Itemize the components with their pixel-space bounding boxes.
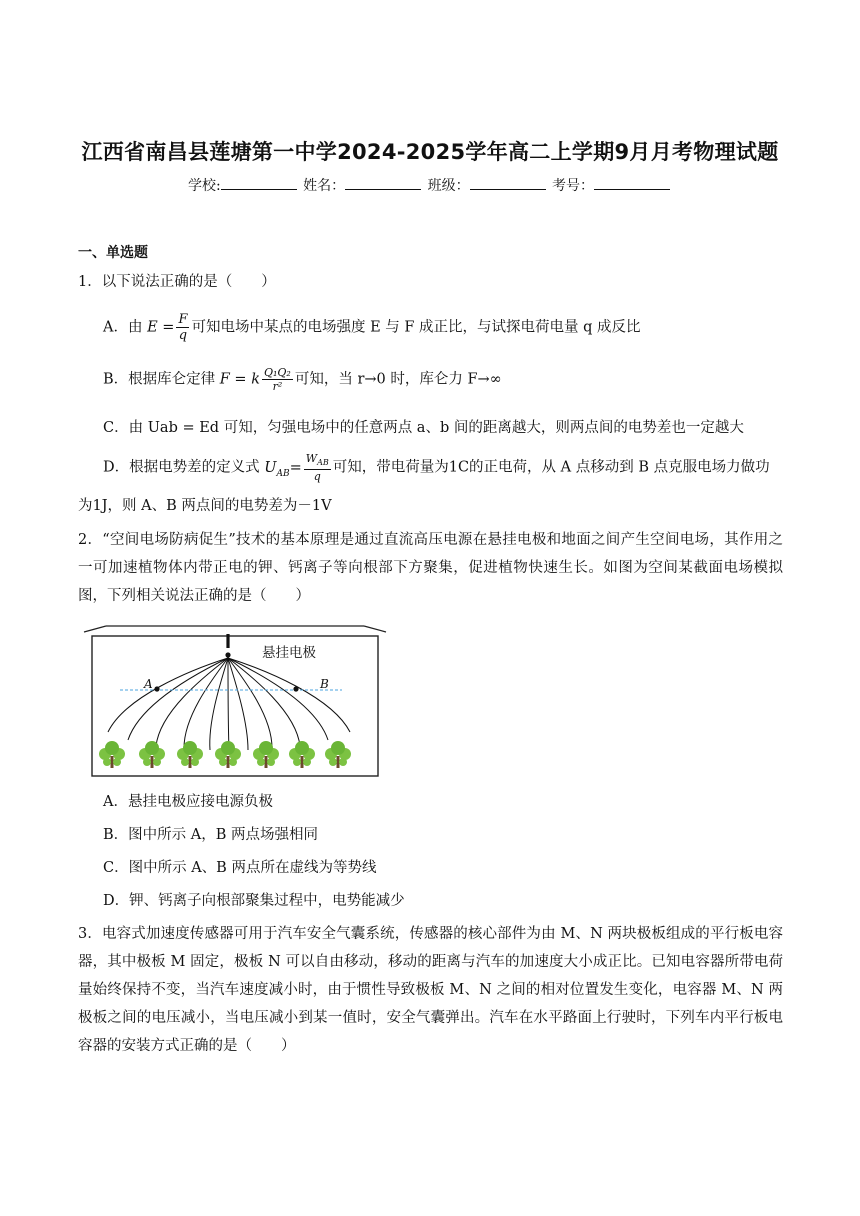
student-info-line	[0, 175, 860, 195]
q1-d-equation: $U_{AB}=$	[264, 459, 302, 479]
q1-b-equation: F = k	[219, 371, 260, 388]
q1-option-d: D．根据电势差的定义式 $U_{AB}=$ $\frac{W_{AB}}{q}$ 可知，带电荷量为1C的正电荷，从 A 点移动到 B 点克服电场力做功	[103, 452, 770, 484]
q2-stem: 2．“空间电场防病促生”技术的基本原理是通过直流高压电源在悬挂电极和地面之间产生空间电场，其作用之一可加速植物体内带正电的钾、钙离子等向根部下方聚集，促进植物快速生长。如图为空间某截面电场模拟图，下列相关说法正确的是（ ）	[78, 532, 783, 604]
section-heading: 一、单选题	[78, 245, 148, 261]
q2-option-a: A．悬挂电极应接电源负极	[103, 794, 273, 810]
tree-icons	[99, 741, 351, 768]
class-label: 班级：	[427, 178, 470, 194]
school-blank[interactable]	[221, 177, 297, 190]
point-a-label: A	[144, 677, 153, 691]
q1-option-b: B．根据库仑定律 F = k $\frac{\text{Q₁Q₂}}{\text{r²}}$ 可知，当 r→0 时，库仑力 F→∞	[103, 366, 502, 393]
school-label: 学校:	[187, 178, 221, 194]
exam-no-blank[interactable]	[594, 177, 670, 190]
q1-a-fraction: $\frac{F}{q}$	[178, 312, 188, 343]
q1-a-equation: E =	[147, 319, 175, 336]
point-b-label: B	[320, 677, 329, 691]
q3-stem: 3．电容式加速度传感器可用于汽车安全气囊系统，传感器的核心部件为由 M、N 两块极板组成的平行板电容器，其中极板 M 固定，极板 N 可以自由移动，移动的距离与汽车的加速度大小成正比。已知电容器所带电荷量始终保持不变，当汽车速度减小时，由于惯性导致极板 M、N 之间的相对位置发生变化，电容器 M、N 两极板之间的电压减小，当电压减小到某一值时，安全气囊弹出。汽车在水平路面上行驶时，下列车内平行板电容器的安装方式正确的是（ ）	[78, 926, 783, 1054]
q1-option-d-cont: 为1J，则 A、B 两点间的电势差为－1V	[78, 498, 332, 514]
electrode-label: 悬挂电极	[262, 645, 316, 661]
q1-stem: 1．以下说法正确的是（ ）	[78, 274, 276, 290]
q2-option-c: C．图中所示 A、B 两点所在虚线为等势线	[103, 860, 377, 876]
q1-option-a: A．由 E = $\frac{F}{q}$ 可知电场中某点的电场强度 E 与 F 成正比，与试探电荷电量 q 成反比	[103, 312, 641, 343]
class-blank[interactable]	[470, 177, 546, 190]
name-label: 姓名：	[303, 178, 346, 194]
q2-option-b: B．图中所示 A，B 两点场强相同	[103, 827, 318, 843]
exam-no-label: 考号：	[552, 178, 595, 194]
q1-b-fraction: $\frac{\text{Q₁Q₂}}{\text{r²}}$	[263, 366, 291, 393]
q1-d-fraction: $\frac{W_{AB}}{q}$	[305, 452, 329, 484]
q1-option-c: C．由 Uab = Ed 可知，匀强电场中的任意两点 a、b 间的距离越大，则两点间的电势差也一定越大	[103, 420, 744, 436]
name-blank[interactable]	[345, 177, 421, 190]
q2-option-d: D．钾、钙离子向根部聚集过程中，电势能减少	[103, 893, 405, 909]
page-title: 江西省南昌县莲塘第一中学2024-2025学年高二上学期9月月考物理试题	[81, 140, 779, 164]
electric-field-figure	[80, 622, 390, 780]
